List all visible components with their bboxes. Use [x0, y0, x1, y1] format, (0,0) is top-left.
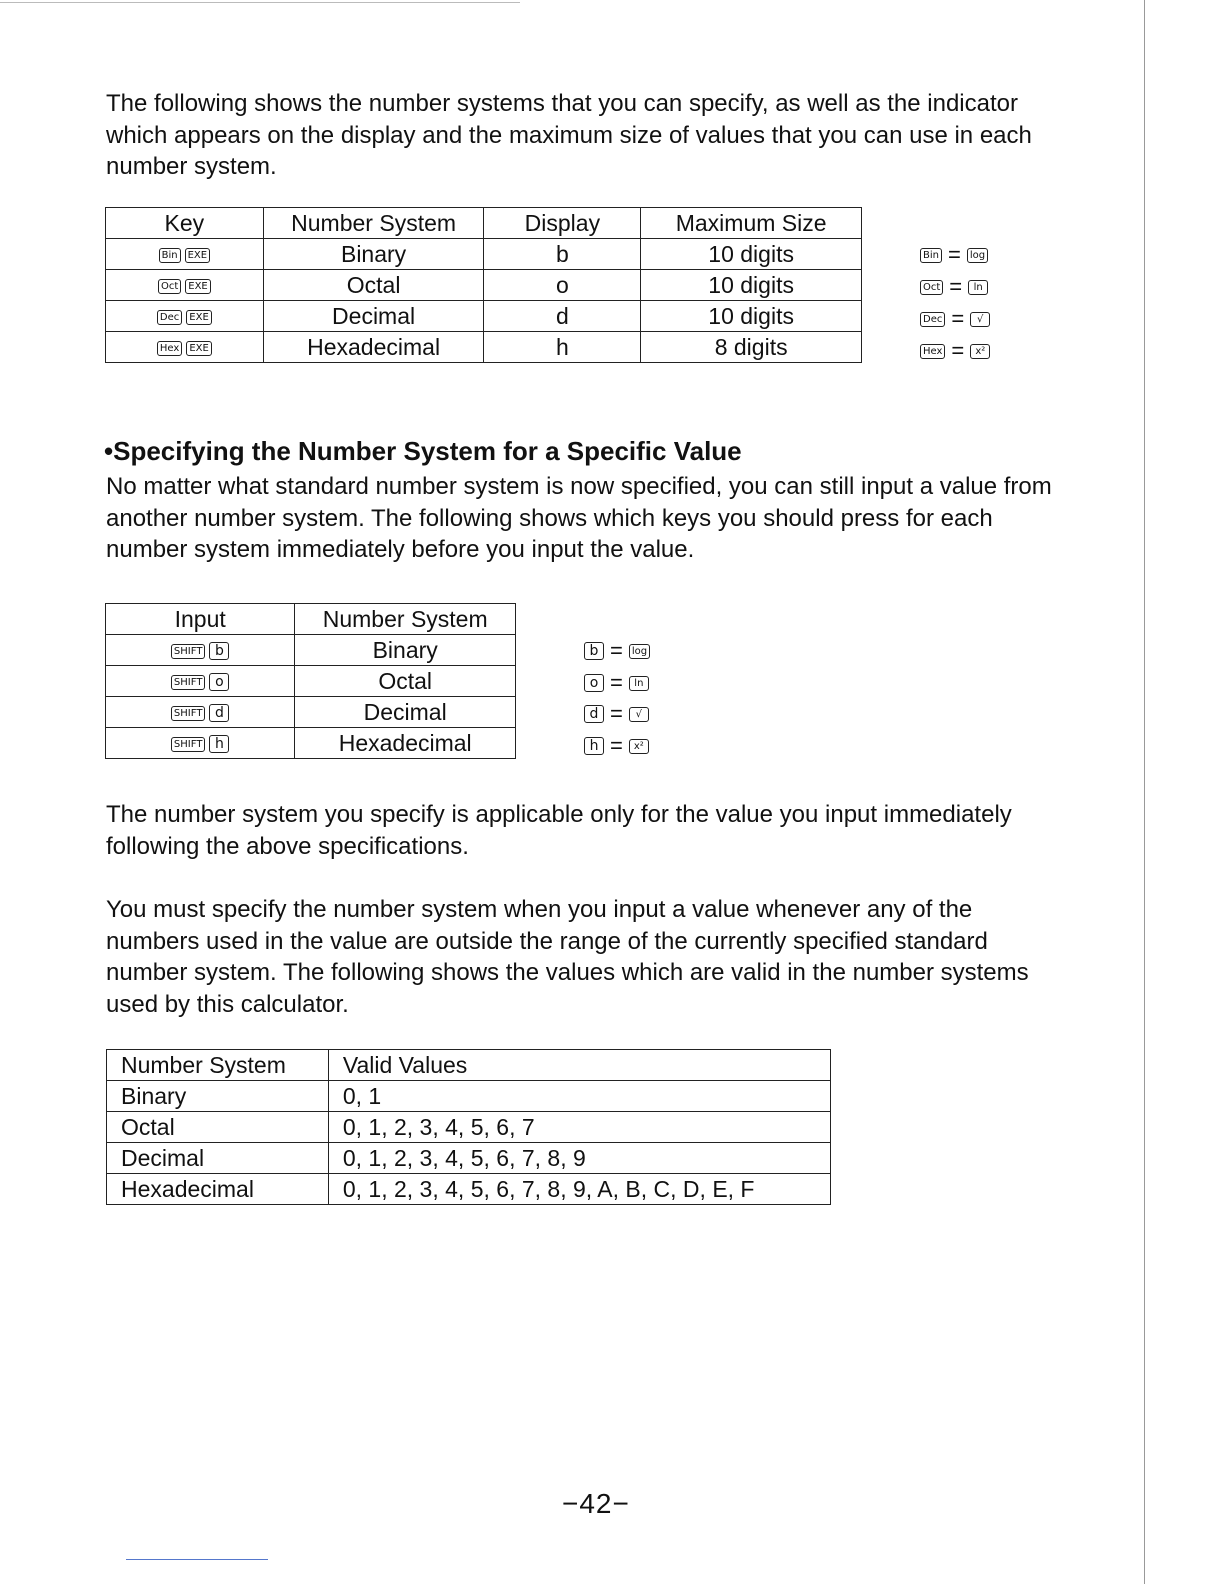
table-row [106, 301, 862, 332]
system-cell: Binary [295, 635, 516, 666]
table-row [107, 1081, 831, 1112]
header-number-system: Number System [263, 208, 484, 239]
display-cell: b [484, 239, 641, 270]
equals-sign: = [610, 670, 623, 695]
valid-values-table [106, 1049, 831, 1205]
number-system-table [105, 207, 862, 363]
log-key-icon: log [629, 644, 650, 659]
key-cell [106, 332, 264, 363]
key-cell [106, 697, 295, 728]
system-cell: Decimal [263, 301, 484, 332]
top-rule [0, 2, 520, 3]
system-cell: Hexadecimal [295, 728, 516, 759]
shift-key-icon: SHIFT [171, 675, 206, 690]
key-equivalent [582, 636, 652, 666]
key-equivalent [918, 304, 992, 334]
d-key-icon: d [584, 705, 604, 723]
header-number-system: Number System [295, 604, 516, 635]
shift-key-icon: SHIFT [171, 706, 206, 721]
shift-key-icon: SHIFT [171, 737, 206, 752]
table-row [106, 239, 862, 270]
x-squared-key-icon: x² [629, 739, 649, 754]
equals-sign: = [610, 733, 623, 758]
table-row [107, 1143, 831, 1174]
h-key-icon: h [584, 737, 604, 755]
system-cell: Octal [107, 1112, 329, 1143]
ln-key-icon: ln [968, 280, 988, 295]
table-row [106, 635, 516, 666]
valid-values-paragraph: You must specify the number system when you input a value whenever any of the numbers used in the value are outside the range of the currently specified standard number system. The following shows the values which are valid in the number systems used by this calculator. [106, 896, 1029, 1018]
dec-key-icon: Dec [157, 310, 182, 325]
key-cell [106, 728, 295, 759]
o-key-icon: o [584, 674, 604, 692]
key-equivalent [918, 240, 990, 270]
max-size-cell: 8 digits [641, 332, 862, 363]
exe-key-icon: EXE [185, 279, 211, 294]
key-cell [106, 270, 264, 301]
max-size-cell: 10 digits [641, 301, 862, 332]
shift-key-icon: SHIFT [171, 644, 206, 659]
section-heading: •Specifying the Number System for a Specific Value [104, 436, 742, 466]
table-row [106, 332, 862, 363]
system-cell: Decimal [295, 697, 516, 728]
b-key-icon: b [584, 642, 604, 660]
key-cell [106, 301, 264, 332]
equals-sign: = [951, 306, 965, 331]
specify-paragraph: No matter what standard number system is now specified, you can still input a value from another number system. The following shows which keys you should press for each number system immediately before you input the value. [106, 473, 1052, 563]
header-key: Key [106, 208, 264, 239]
key-equivalent [582, 699, 651, 729]
hex-key-icon: Hex [157, 341, 182, 356]
b-key-icon: b [209, 642, 229, 660]
system-cell: Octal [263, 270, 484, 301]
bin-key-icon: Bin [159, 248, 181, 263]
system-cell: Decimal [107, 1143, 329, 1174]
header-input: Input [106, 604, 295, 635]
equals-sign: = [947, 242, 961, 267]
o-key-icon: o [209, 673, 229, 691]
table-row [106, 270, 862, 301]
key-equivalent [918, 336, 992, 366]
d-key-icon: d [209, 704, 229, 722]
page-edge-line [1144, 0, 1145, 1584]
system-cell: Binary [263, 239, 484, 270]
exe-key-icon: EXE [185, 248, 211, 263]
h-key-icon: h [209, 735, 229, 753]
header-maximum-size: Maximum Size [641, 208, 862, 239]
x-squared-key-icon: x² [970, 344, 990, 359]
key-cell [106, 635, 295, 666]
oct-key-icon: Oct [158, 279, 181, 294]
key-cell [106, 666, 295, 697]
intro-paragraph: The following shows the number systems that you can specify, as well as the indicator which appears on the display and the maximum size of values that you can use in each number system. [106, 90, 1032, 180]
display-cell: h [484, 332, 641, 363]
system-cell: Hexadecimal [263, 332, 484, 363]
bin-key-icon: Bin [920, 248, 942, 263]
bottom-rule [126, 1559, 268, 1560]
page-number: −42− [562, 1488, 630, 1519]
table-row [106, 666, 516, 697]
oct-key-icon: Oct [920, 280, 943, 295]
header-display: Display [484, 208, 641, 239]
hex-key-icon: Hex [920, 344, 945, 359]
sqrt-key-icon: √ [629, 707, 649, 722]
sqrt-key-icon: √ [970, 312, 990, 327]
dec-key-icon: Dec [920, 312, 945, 327]
values-cell: 0, 1, 2, 3, 4, 5, 6, 7, 8, 9, A, B, C, D, E, F [328, 1174, 830, 1205]
values-cell: 0, 1, 2, 3, 4, 5, 6, 7, 8, 9 [328, 1143, 830, 1174]
input-keys-table [105, 603, 516, 759]
max-size-cell: 10 digits [641, 239, 862, 270]
table-header-row [107, 1050, 831, 1081]
applicability-paragraph: The number system you specify is applicable only for the value you input immediately following the above specifications. [106, 801, 1012, 860]
exe-key-icon: EXE [186, 341, 212, 356]
display-cell: o [484, 270, 641, 301]
values-cell: 0, 1, 2, 3, 4, 5, 6, 7 [328, 1112, 830, 1143]
table-row [107, 1112, 831, 1143]
equals-sign: = [951, 338, 965, 363]
key-cell [106, 239, 264, 270]
equals-sign: = [610, 701, 623, 726]
table-header-row [106, 208, 862, 239]
system-cell: Binary [107, 1081, 329, 1112]
log-key-icon: log [967, 248, 988, 263]
max-size-cell: 10 digits [641, 270, 862, 301]
equals-sign: = [949, 274, 963, 299]
system-cell: Octal [295, 666, 516, 697]
header-valid-values: Valid Values [328, 1050, 830, 1081]
header-number-system: Number System [107, 1050, 329, 1081]
table-row [106, 728, 516, 759]
equals-sign: = [610, 638, 623, 663]
table-header-row [106, 604, 516, 635]
system-cell: Hexadecimal [107, 1174, 329, 1205]
ln-key-icon: ln [629, 676, 649, 691]
key-equivalent [582, 668, 651, 698]
key-equivalent [582, 731, 651, 761]
values-cell: 0, 1 [328, 1081, 830, 1112]
table-row [107, 1174, 831, 1205]
table-row [106, 697, 516, 728]
exe-key-icon: EXE [186, 310, 212, 325]
display-cell: d [484, 301, 641, 332]
key-equivalent [918, 272, 990, 302]
